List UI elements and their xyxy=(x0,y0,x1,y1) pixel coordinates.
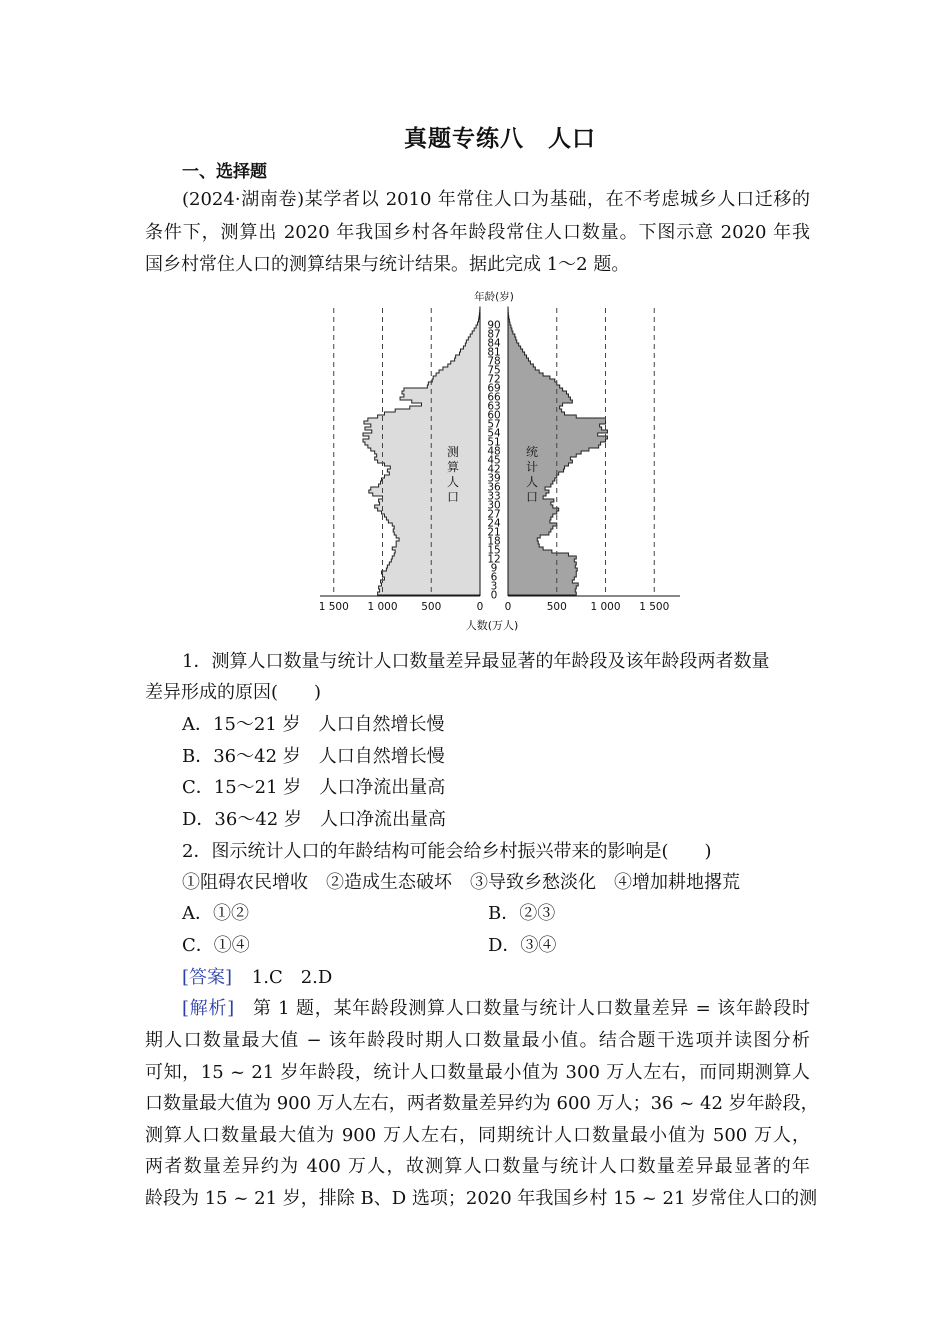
y-axis-label: 年龄(岁) xyxy=(474,291,514,303)
y-tick-label: 51 xyxy=(487,436,501,449)
x-axis-label: 人数(万人) xyxy=(465,619,519,632)
y-tick-label: 48 xyxy=(487,445,501,458)
y-tick-label: 54 xyxy=(487,427,501,440)
y-tick-label: 6 xyxy=(490,571,498,584)
analysis-line-2: 期人口数量最大值 − 该年龄段时期人口数量最小值。结合题干选项并读图分析 xyxy=(145,1030,810,1051)
y-tick-label: 12 xyxy=(487,553,501,566)
x-tick-label-right: 1 500 xyxy=(639,601,670,613)
q1-option-c: C．15～21 岁 人口净流出量高 xyxy=(182,777,446,798)
chart-svg xyxy=(320,290,680,635)
x-tick-label-left: 500 xyxy=(421,601,442,613)
y-tick-label: 60 xyxy=(487,409,501,422)
y-tick-label: 18 xyxy=(487,535,501,548)
y-tick-label: 21 xyxy=(487,526,501,539)
intro-line-2: 条件下，测算出 2020 年我国乡村各年龄段常住人口数量。下图示意 2020 年我 xyxy=(145,222,810,243)
x-tick-label-right: 1 000 xyxy=(590,601,621,613)
q2-option-d: D．③④ xyxy=(488,935,557,956)
page-title: 真题专练八 人口 xyxy=(404,125,596,152)
y-tick-label: 0 xyxy=(490,589,498,602)
measured-population-area xyxy=(363,307,480,595)
x-tick-label-right: 0 xyxy=(504,601,512,613)
q1-stem-line-1: 1．测算人口数量与统计人口数量差异最显著的年龄段及该年龄段两者数量 xyxy=(182,651,770,672)
y-tick-label: 36 xyxy=(487,481,501,494)
y-tick-label: 9 xyxy=(490,562,498,575)
q1-stem-line-2: 差异形成的原因( ) xyxy=(145,682,322,703)
y-tick-label: 66 xyxy=(487,391,501,404)
q2-items: ①阻碍农民增收 ②造成生态破坏 ③导致乡愁淡化 ④增加耕地撂荒 xyxy=(182,872,740,893)
analysis-line-3: 可知，15 ~ 21 岁年龄段，统计人口数量最小值为 300 万人左右，而同期测算人 xyxy=(145,1062,810,1083)
q2-option-c: C．①④ xyxy=(182,935,250,956)
x-tick-label-left: 0 xyxy=(476,601,484,613)
analysis-line-1: [解析] 第 1 题，某年龄段测算人口数量与统计人口数量差异 = 该年龄段时 xyxy=(182,998,811,1019)
y-tick-label: 33 xyxy=(487,490,501,503)
q1-option-d: D．36～42 岁 人口净流出量高 xyxy=(182,809,446,830)
intro-line-3: 国乡村常住人口的测算结果与统计结果。据此完成 1～2 题。 xyxy=(145,254,630,275)
y-tick-label: 72 xyxy=(487,373,501,386)
x-tick-label-right: 500 xyxy=(546,601,567,613)
y-tick-label: 81 xyxy=(487,346,501,359)
y-tick-label: 87 xyxy=(487,328,501,341)
answer-line xyxy=(182,966,332,990)
analysis-line-5: 测算人口数量最大值为 900 万人左右，同期统计人口数量最小值为 500 万人， xyxy=(145,1125,810,1146)
y-tick-label: 78 xyxy=(487,355,501,368)
y-tick-label: 42 xyxy=(487,463,501,476)
analysis-tag: [解析] xyxy=(182,998,235,1019)
y-tick-label: 84 xyxy=(487,337,501,350)
x-tick-label-left: 1 000 xyxy=(367,601,398,613)
y-tick-label: 15 xyxy=(487,544,501,557)
answer-text: 1.C 2.D xyxy=(251,967,333,988)
y-tick-label: 45 xyxy=(487,454,501,467)
population-chart xyxy=(320,290,680,635)
intro-line-1: (2024·湖南卷)某学者以 2010 年常住人口为基础，在不考虑城乡人口迁移的 xyxy=(182,189,811,210)
y-tick-label: 30 xyxy=(487,499,501,512)
q1-option-a: A．15～21 岁 人口自然增长慢 xyxy=(182,714,445,735)
answer-tag: [答案] xyxy=(182,967,233,988)
q2-stem: 2．图示统计人口的年龄结构可能会给乡村振兴带来的影响是( ) xyxy=(182,841,712,862)
y-tick-label: 39 xyxy=(487,472,501,485)
source-tag: (2024·湖南卷) xyxy=(182,189,305,210)
analysis-line-4: 口数量最大值为 900 万人左右，两者数量差异约为 600 万人；36 ~ 42 岁年龄段， xyxy=(145,1093,819,1114)
q1-option-b: B．36～42 岁 人口自然增长慢 xyxy=(182,746,445,767)
y-tick-label: 27 xyxy=(487,508,501,521)
y-tick-label: 90 xyxy=(487,319,501,332)
statistical-population-label: 统计人口 xyxy=(525,445,539,504)
y-tick-label: 3 xyxy=(490,580,498,593)
y-tick-label: 63 xyxy=(487,400,501,413)
x-tick-label-left: 1 500 xyxy=(320,601,349,613)
q2-option-a: A．①② xyxy=(182,903,249,924)
analysis-line-6: 两者数量差异约为 400 万人，故测算人口数量与统计人口数量差异最显著的年 xyxy=(145,1156,810,1177)
measured-population-label: 测算人口 xyxy=(446,445,460,504)
y-tick-label: 69 xyxy=(487,382,501,395)
y-tick-label: 75 xyxy=(487,364,501,377)
y-tick-label: 24 xyxy=(487,517,501,530)
section-heading: 一、选择题 xyxy=(182,162,267,182)
statistical-population-area xyxy=(508,307,607,595)
y-tick-label: 57 xyxy=(487,418,501,431)
analysis-line-7: 龄段为 15 ~ 21 岁，排除 B、D 选项；2020 年我国乡村 15 ~ 21 岁常住人口的测 xyxy=(145,1188,818,1209)
q2-option-b: B．②③ xyxy=(488,903,556,924)
